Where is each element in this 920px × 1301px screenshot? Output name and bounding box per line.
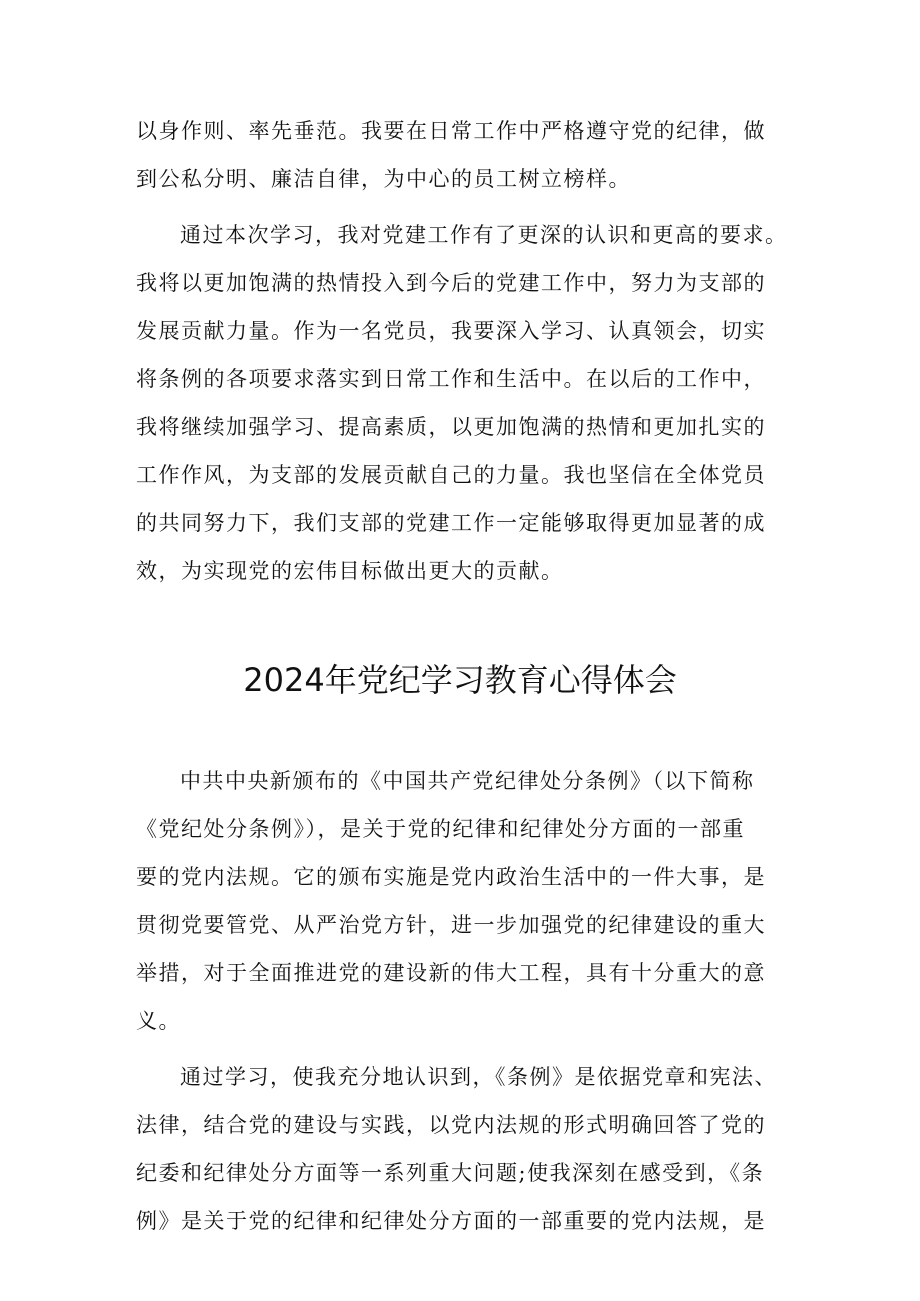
article-paragraph-2 — [136, 1053, 786, 1245]
paragraph-line: 我将继续加强学习、提高素质，以更加饱满的热情和更加扎实的 — [136, 415, 766, 439]
paragraph-line: 将条例的各项要求落实到日常工作和生活中。在以后的工作中， — [136, 367, 766, 391]
paragraph-line: 发展贡献力量。作为一名党员，我要深入学习、认真领会，切实 — [136, 319, 766, 343]
paragraph-line: 例》是关于党的纪律和纪律处分方面的一部重要的党内法规，是 — [136, 1209, 766, 1233]
paragraph-line: 《党纪处分条例》），是关于党的纪律和纪律处分方面的一部重 — [136, 817, 745, 841]
article-paragraph-1 — [136, 757, 786, 1045]
paragraph-line: 贯彻党要管党、从严治党方针，进一步加强党的纪律建设的重大 — [136, 913, 766, 937]
paragraph-line: 义。 — [136, 1009, 181, 1033]
paragraph-line: 举措，对于全面推进党的建设新的伟大工程，具有十分重大的意 — [136, 961, 766, 985]
paragraph-line: 我将以更加饱满的热情投入到今后的党建工作中，努力为支部的 — [136, 271, 766, 295]
paragraph-line: 纪委和纪律处分方面等一系列重大问题;使我深刻在感受到，《条 — [136, 1161, 765, 1185]
paragraph-line: 法律，结合党的建设与实践，以党内法规的形式明确回答了党的 — [136, 1113, 766, 1137]
article-title: 2024年党纪学习教育心得体会 — [243, 661, 677, 699]
paragraph-line: 以身作则、率先垂范。我要在日常工作中严格遵守党的纪律，做 — [136, 119, 766, 143]
paragraph-line: 到公私分明、廉洁自律，为中心的员工树立榜样。 — [136, 167, 631, 191]
paragraph-line: 工作作风，为支部的发展贡献自己的力量。我也坚信在全体党员 — [136, 463, 766, 487]
paragraph-line: 要的党内法规。它的颁布实施是党内政治生活中的一件大事，是 — [136, 865, 766, 889]
paragraph-first-line: 通过本次学习，我对党建工作有了更深的认识和更高的要求。 — [180, 223, 788, 247]
paragraph-first-line: 通过学习，使我充分地认识到，《条例》是依据党章和宪法、 — [180, 1065, 777, 1089]
paragraph-line: 效，为实现党的宏伟目标做出更大的贡献。 — [136, 559, 564, 583]
paragraph-first-line: 中共中央新颁布的《中国共产党纪律处分条例》（以下简称 — [180, 769, 755, 793]
paragraph-line: 的共同努力下，我们支部的党建工作一定能够取得更加显著的成 — [136, 511, 766, 535]
continued-paragraph — [136, 107, 786, 203]
closing-paragraph — [136, 211, 786, 595]
